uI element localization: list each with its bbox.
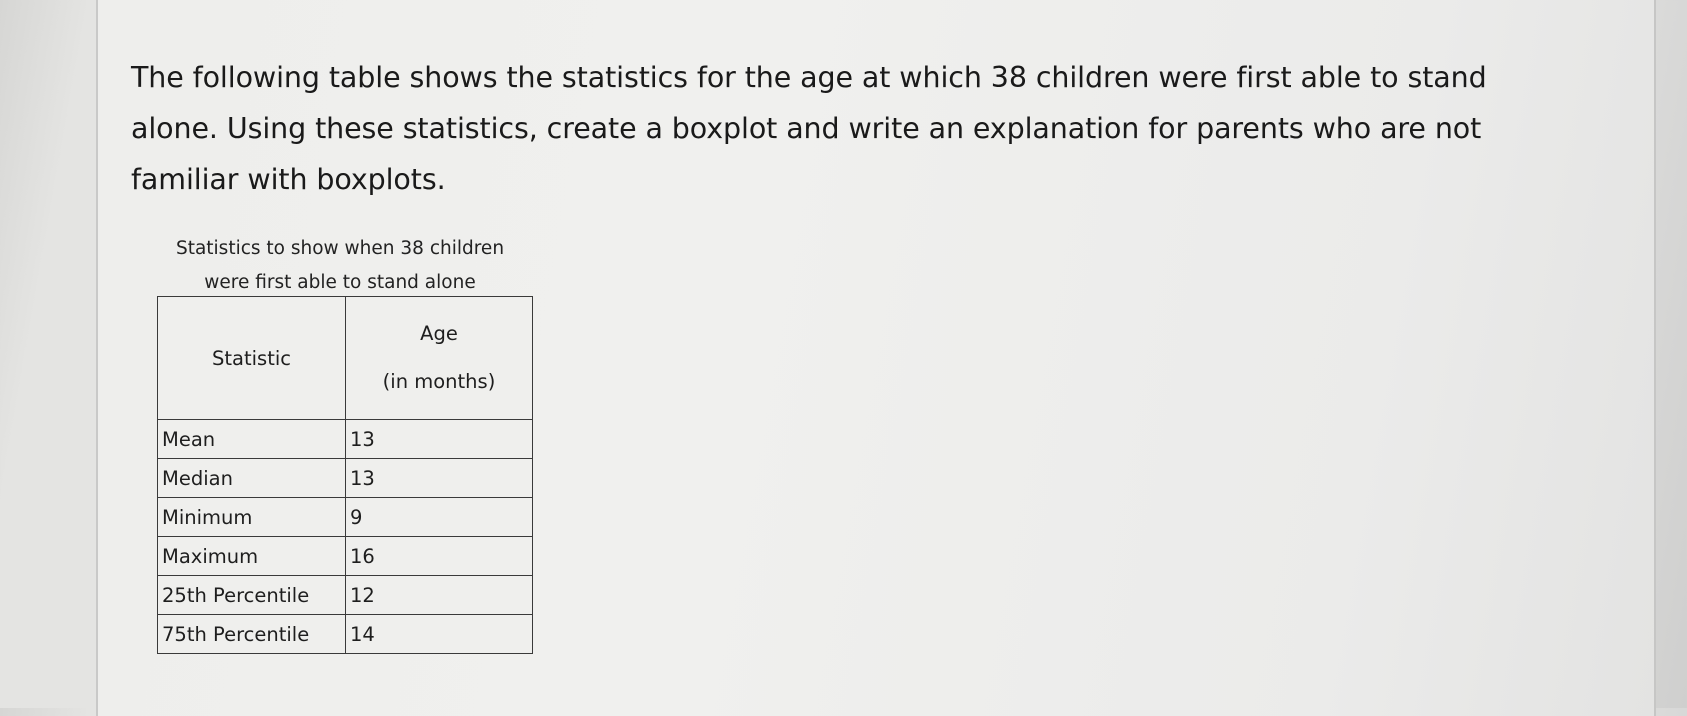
age-cell: 9 [346, 498, 533, 537]
table-caption-line-2: were first able to stand alone [204, 272, 476, 293]
statistic-cell: Mean [158, 420, 346, 459]
header-age-label: Age [420, 322, 458, 345]
statistic-cell: Maximum [158, 537, 346, 576]
age-cell: 13 [346, 459, 533, 498]
question-text: The following table shows the statistics for the age at which 38 children were first able to stand alone. Using these statistics, create a boxplot and write an explanation for parents who are not familiar with boxplots. [131, 61, 1487, 196]
header-statistic: Statistic [158, 297, 346, 420]
age-cell: 12 [346, 576, 533, 615]
table-row [158, 420, 533, 459]
statistics-table [157, 296, 533, 654]
table-caption [150, 232, 530, 300]
table-row [158, 537, 533, 576]
statistic-cell: 25th Percentile [158, 576, 346, 615]
table-caption-line-1: Statistics to show when 38 children [175, 238, 505, 259]
table-header-row [158, 297, 533, 420]
table-row [158, 459, 533, 498]
statistic-cell: Median [158, 459, 346, 498]
header-age-unit: (in months) [382, 370, 496, 393]
age-cell: 16 [346, 537, 533, 576]
age-cell: 14 [346, 615, 533, 654]
table-row [158, 498, 533, 537]
statistic-cell: 75th Percentile [158, 615, 346, 654]
age-cell: 13 [346, 420, 533, 459]
header-age [346, 297, 533, 420]
table-row [158, 615, 533, 654]
table-row [158, 576, 533, 615]
statistic-cell: Minimum [158, 498, 346, 537]
